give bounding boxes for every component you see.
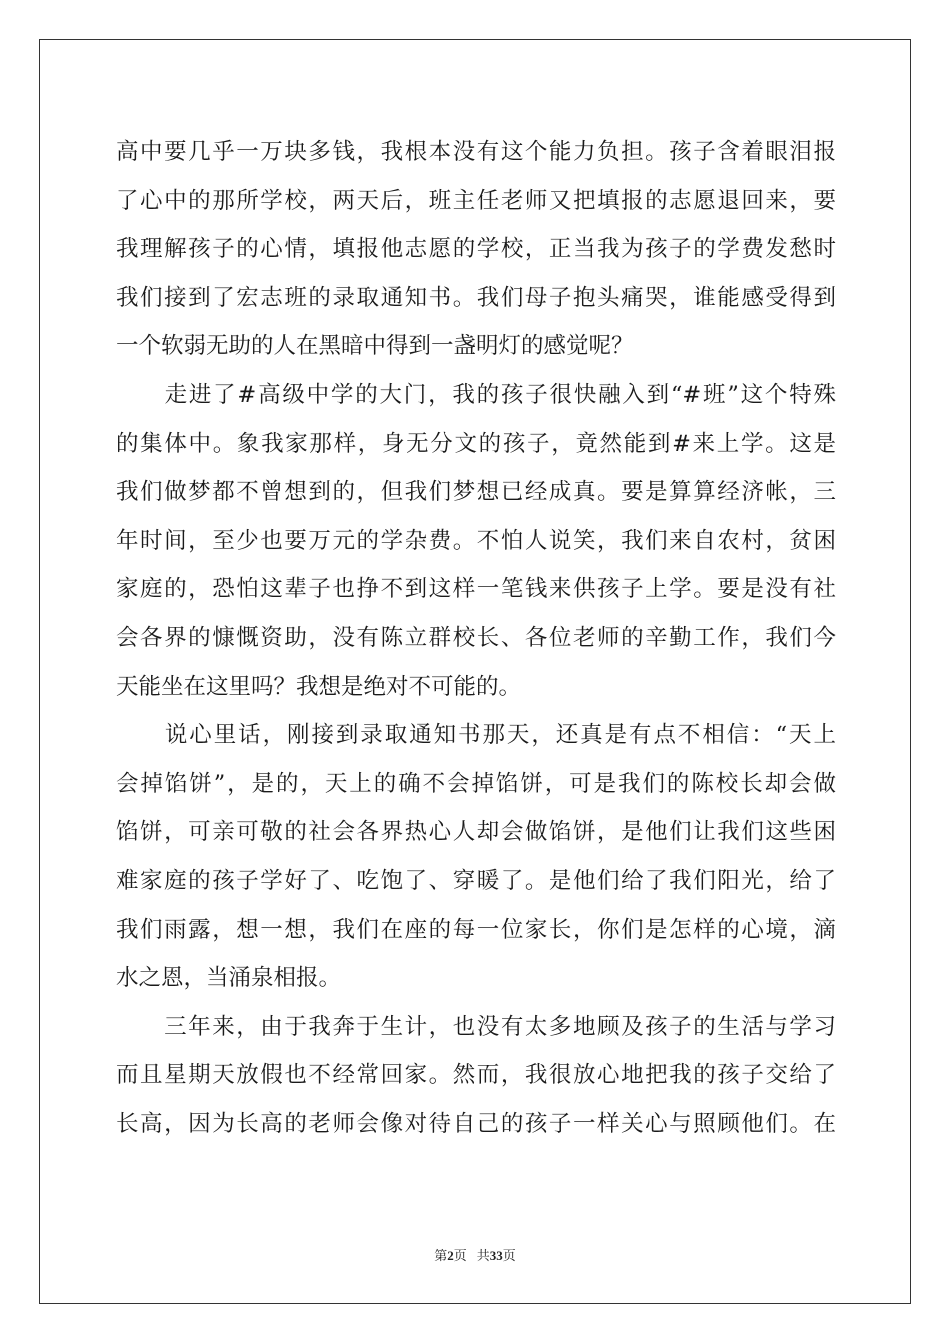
text-line: 走进了#高级中学的大门，我的孩子很快融入到“#班”这个特殊 [116,381,836,408]
text-line: 我们接到了宏志班的录取通知书。我们母子抱头痛哭，谁能感受得到 [116,284,836,311]
total-suffix: 页 [502,1248,516,1263]
text-line: 一个软弱无助的人在黑暗中得到一盏明灯的感觉呢？ [116,333,634,360]
text-line: 高中要几乎一万块多钱，我根本没有这个能力负担。孩子含着眼泪报 [116,139,836,165]
text-line: 年时间，至少也要万元的学杂费。不怕人说笑，我们来自农村，贫困 [116,527,836,554]
page-footer [0,1247,950,1265]
text-line: 家庭的，恐怕这辈子也挣不到这样一笔钱来供孩子上学。要是没有社 [116,576,836,603]
text-line: 我们雨露，想一想，我们在座的每一位家长，你们是怎样的心境，滴 [116,916,836,943]
text-line: 天能坐在这里吗？我想是绝对不可能的。 [116,673,522,700]
page-prefix: 第 [434,1248,448,1263]
total-prefix: 共 [476,1248,490,1263]
text-line: 我们做梦都不曾想到的，但我们梦想已经成真。要是算算经济帐，三 [116,479,836,506]
text-line: 难家庭的孩子学好了、吃饱了、穿暖了。是他们给了我们阳光，给了 [116,867,836,894]
text-line: 馅饼，可亲可敬的社会各界热心人却会做馅饼，是他们让我们这些困 [116,819,836,846]
text-line: 三年来，由于我奔于生计，也没有太多地顾及孩子的生活与学习 [116,1013,836,1040]
document-body [116,128,836,1148]
text-line: 会掉馅饼”，是的，天上的确不会掉馅饼，可是我们的陈校长却会做 [116,770,836,797]
text-line: 会各界的慷慨资助，没有陈立群校长、各位老师的辛勤工作，我们今 [116,624,836,651]
page-suffix: 页 [453,1248,467,1263]
text-line: 说心里话，刚接到录取通知书那天，还真是有点不相信：“天上 [116,722,836,749]
text-line: 而且星期天放假也不经常回家。然而，我很放心地把我的孩子交给了 [116,1062,836,1089]
total-pages: 33 [489,1248,503,1263]
text-line: 了心中的那所学校，两天后，班主任老师又把填报的志愿退回来，要 [116,187,836,214]
text-line: 我理解孩子的心情，填报他志愿的学校，正当我为孩子的学费发愁时 [116,236,836,263]
text-line: 的集体中。象我家那样，身无分文的孩子，竟然能到#来上学。这是 [116,430,836,457]
page-number: 2 [447,1248,454,1263]
text-line: 长高，因为长高的老师会像对待自己的孩子一样关心与照顾他们。在 [116,1110,836,1137]
text-line: 水之恩，当涌泉相报。 [116,965,342,992]
